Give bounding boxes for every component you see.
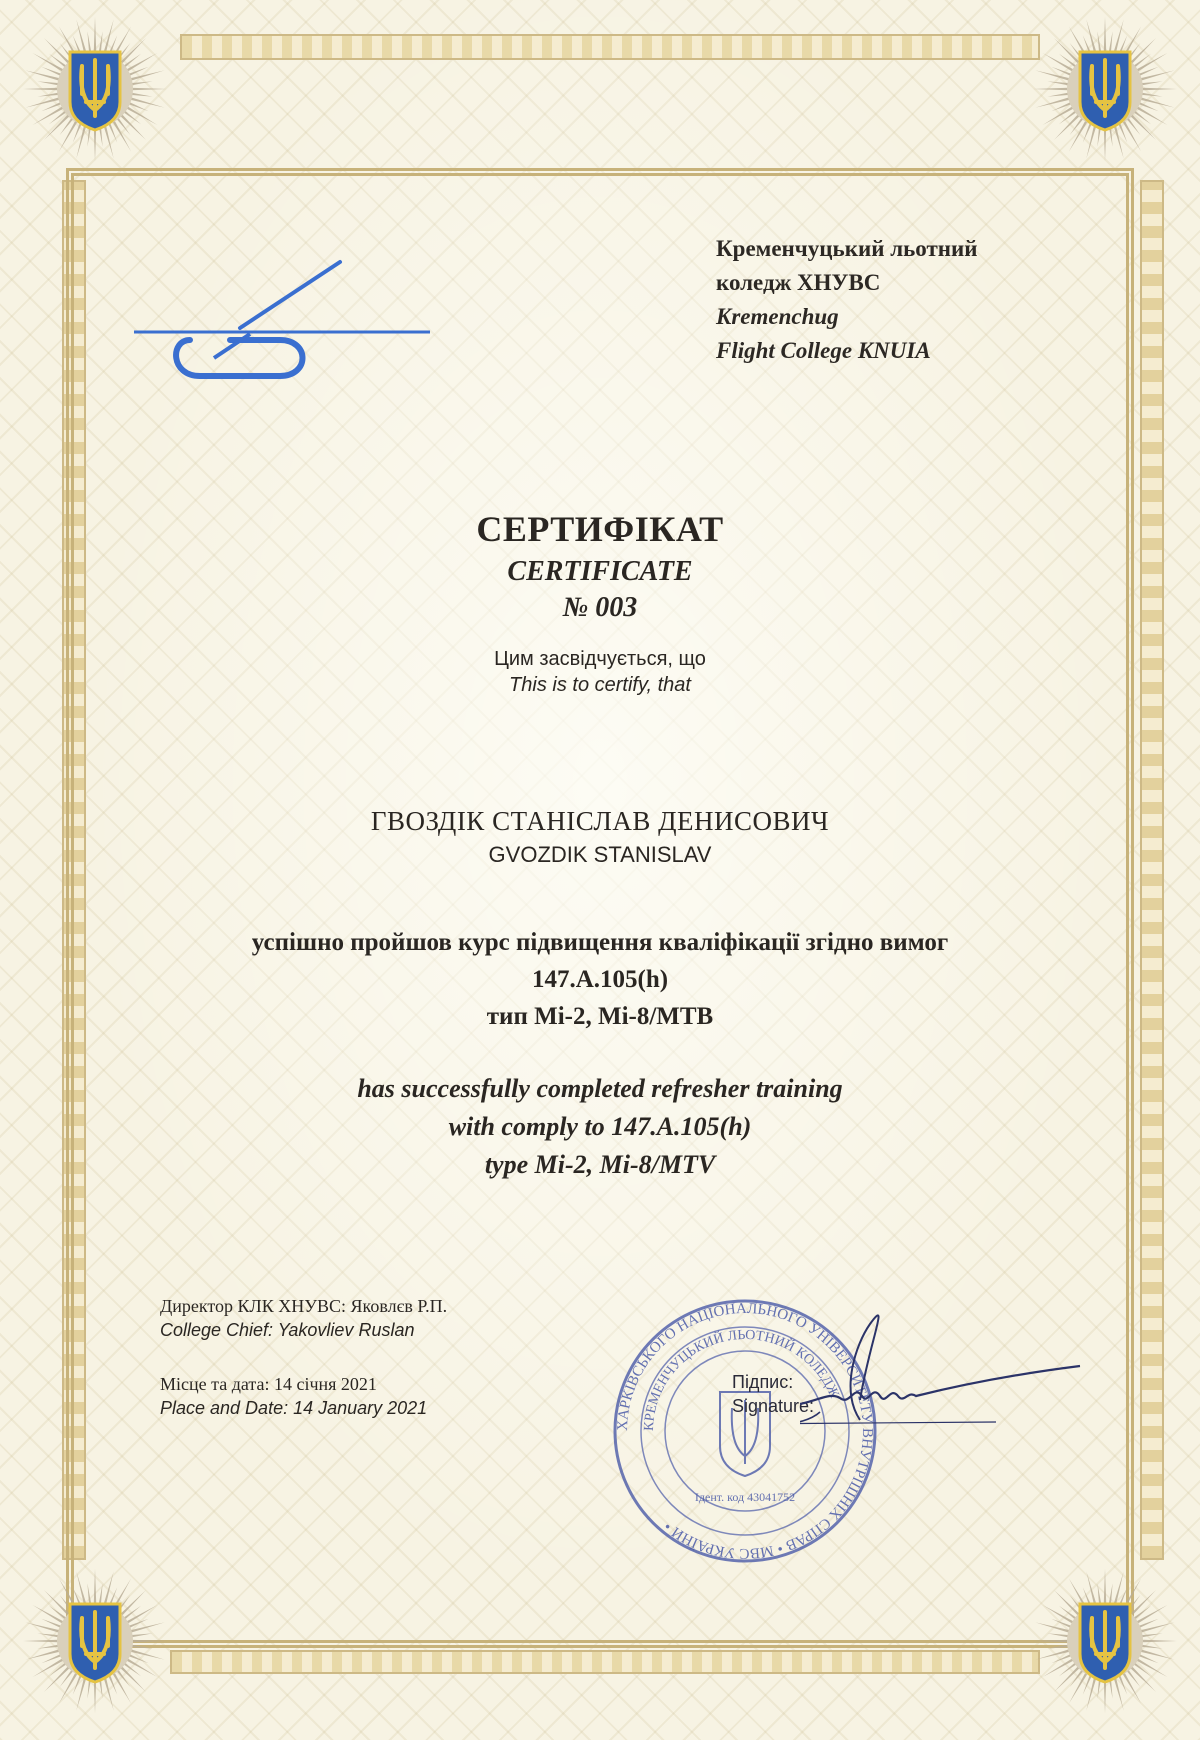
statement-uk: [100, 924, 1100, 1035]
place-date-uk: Місце та дата: 14 січня 2021: [160, 1374, 377, 1394]
right-ornament-band: [1140, 180, 1164, 1560]
signature-label-uk: Підпис:: [732, 1372, 794, 1392]
seal-inner-text: КРЕМЕНЧУЦЬКИЙ ЛЬОТНИЙ КОЛЕДЖ: [641, 1327, 842, 1432]
signature-label-en: Signature:: [732, 1396, 815, 1416]
college-name-en-line2: Flight College KNUIA: [716, 338, 931, 363]
seal-outer-text: ХАРКІВСЬКОГО НАЦІОНАЛЬНОГО УНІВЕРСИТЕТУ ВНУТРІШНІХ СПРАВ • МВС УКРАЇНИ •: [614, 1300, 876, 1562]
director-block: [160, 1294, 447, 1342]
college-name-uk-line2: коледж ХНУВС: [716, 270, 881, 295]
recipient-name-uk: ГВОЗДІК СТАНІСЛАВ ДЕНИСОВИЧ: [370, 806, 830, 836]
statement-en-line1: has successfully completed refresher training: [357, 1074, 843, 1103]
top-ornament-band: [180, 34, 1040, 60]
certify-text-uk: Цим засвідчується, що: [494, 648, 706, 670]
seal-code: Ідент. код 43041752: [694, 1490, 796, 1504]
emblem-bottom-right-icon: [1030, 1566, 1180, 1716]
statement-en: [100, 1070, 1100, 1184]
college-logo: [130, 258, 430, 388]
place-date-block: [160, 1372, 427, 1420]
college-name-uk-line1: Кременчуцький льотний: [716, 236, 978, 261]
place-date-en: Place and Date: 14 January 2021: [160, 1398, 428, 1418]
emblem-top-right-icon: [1030, 14, 1180, 164]
certificate-title-en: CERTIFICATE: [507, 556, 693, 587]
certificate-title-uk: СЕРТИФІКАТ: [476, 509, 724, 549]
director-label-uk: Директор КЛК ХНУВС: Яковлєв Р.П.: [160, 1296, 448, 1316]
emblem-top-left-icon: [20, 14, 170, 164]
statement-uk-line1: успішно пройшов курс підвищення кваліфікації згідно вимог: [251, 929, 949, 956]
director-label-en: College Chief: Yakovliev Ruslan: [160, 1320, 415, 1340]
certify-text-en: This is to certify, that: [509, 674, 691, 696]
emblem-bottom-left-icon: [20, 1566, 170, 1716]
statement-uk-line3: тип Мі-2, Мі-8/МТВ: [486, 1003, 714, 1030]
statement-uk-line2: 147.А.105(h): [531, 966, 669, 993]
certificate-number: № 003: [562, 592, 638, 623]
college-name-en-line1: Kremenchug: [716, 304, 839, 329]
college-name: [716, 232, 1136, 368]
handwritten-signature: [800, 1300, 1100, 1450]
bottom-ornament-band: [170, 1650, 1040, 1674]
recipient-name-en: GVOZDIK STANISLAV: [488, 842, 712, 867]
statement-en-line3: type Mi-2, Mi-8/MTV: [484, 1150, 716, 1179]
statement-en-line2: with comply to 147.A.105(h): [448, 1112, 752, 1141]
